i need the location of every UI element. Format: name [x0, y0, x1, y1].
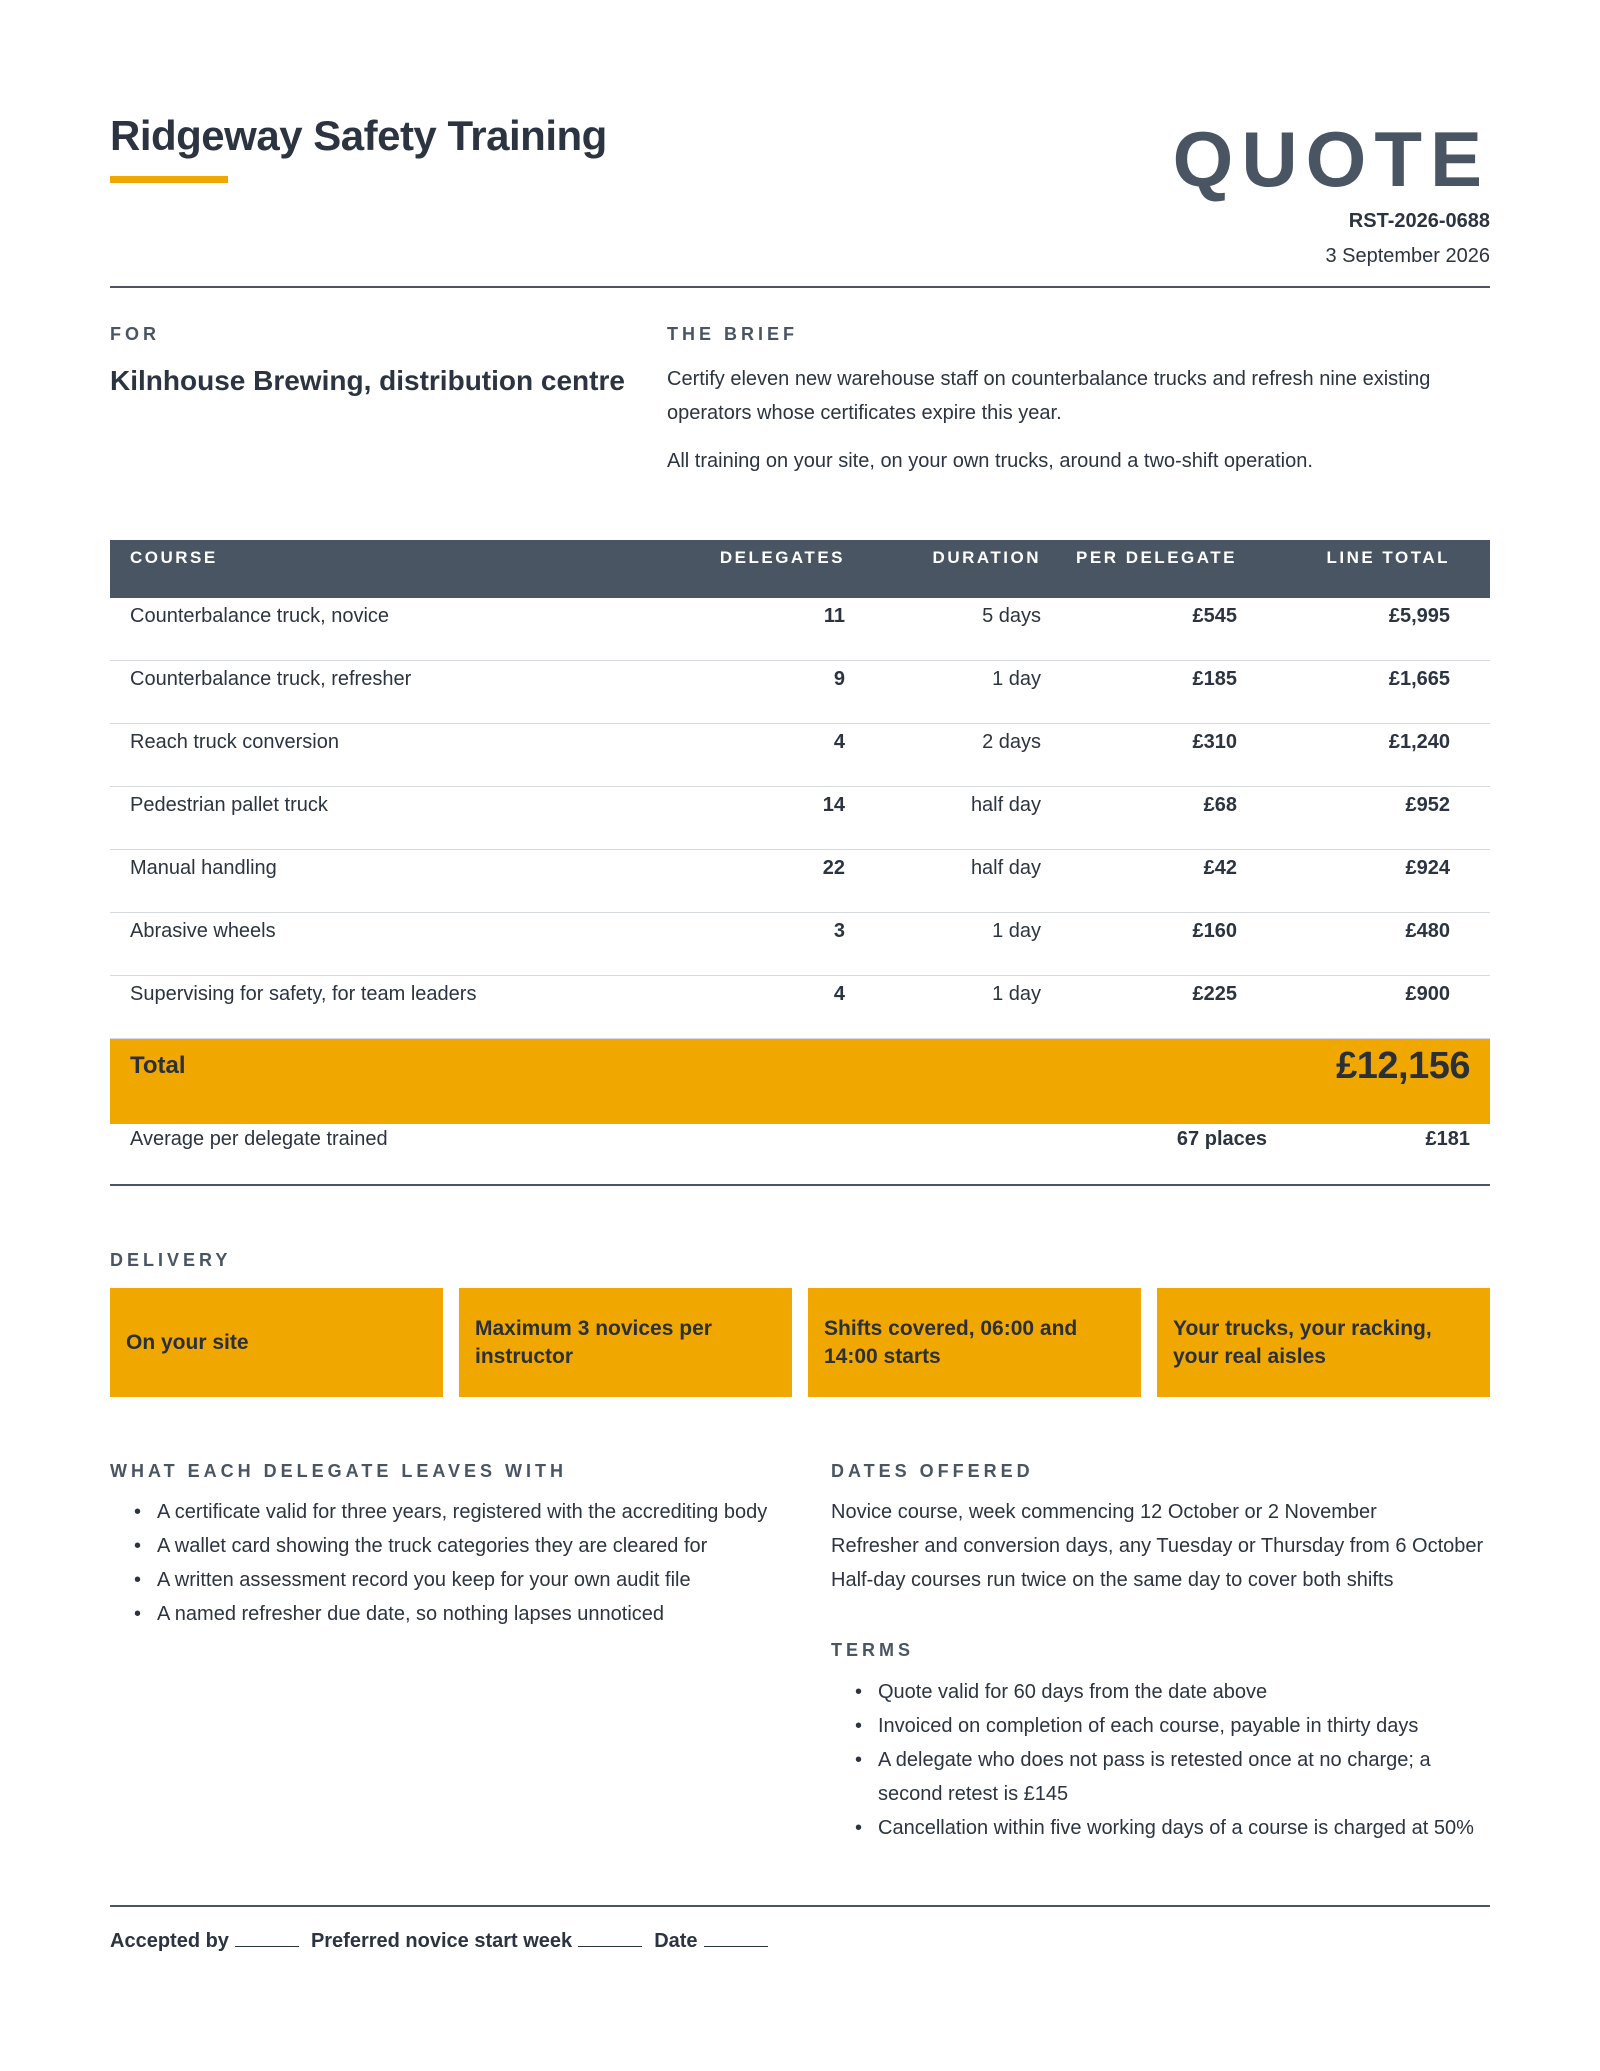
cell-line-total: £1,665: [1388, 668, 1450, 690]
list-item: • Quote valid for 60 days from the date above: [831, 1675, 1490, 1709]
list-item: • A delegate who does not pass is retested once at no charge; a second retest is £145: [831, 1743, 1490, 1811]
average-places: 67 places: [1176, 1128, 1267, 1150]
delivery-card: Your trucks, your racking, your real aisles: [1157, 1288, 1490, 1397]
date-field[interactable]: [654, 1927, 767, 1953]
list-item: • A named refresher due date, so nothing lapses unnoticed: [110, 1597, 800, 1631]
brief-paragraph: Certify eleven new warehouse staff on counterbalance trucks and refresh nine existing operators whose certificates expire this year.: [667, 368, 1431, 424]
cell-course: Reach truck conversion: [130, 731, 339, 753]
cell-delegates: 11: [823, 605, 845, 627]
preferred-week-field[interactable]: [311, 1927, 642, 1953]
list-item: • A written assessment record you keep for your own audit file: [110, 1563, 800, 1597]
client-name: Kilnhouse Brewing, distribution centre: [110, 365, 625, 396]
cell-per-delegate: £160: [1192, 920, 1237, 942]
company-name: Ridgeway Safety Training: [110, 112, 607, 159]
table-row: [110, 787, 1490, 850]
footer-divider: [110, 1905, 1490, 1907]
quote-reference: RST-2026-0688: [1348, 210, 1490, 232]
header-divider: [110, 286, 1490, 288]
table-row: [110, 976, 1490, 1039]
preferred-week-blank[interactable]: [578, 1927, 642, 1947]
cell-course: Pedestrian pallet truck: [130, 794, 328, 816]
cell-duration: 1 day: [992, 983, 1041, 1005]
header-line-total: LINE TOTAL: [1326, 548, 1450, 567]
dates-line: Half-day courses run twice on the same day to cover both shifts: [831, 1569, 1394, 1591]
delivery-card: Maximum 3 novices per instructor: [459, 1288, 792, 1397]
cell-line-total: £952: [1405, 794, 1450, 816]
date-blank[interactable]: [704, 1927, 768, 1947]
delivery-label: DELIVERY: [110, 1250, 232, 1270]
total-label: Total: [130, 1052, 186, 1079]
average-value: £181: [1425, 1128, 1470, 1150]
cell-line-total: £900: [1405, 983, 1450, 1005]
cell-line-total: £924: [1405, 857, 1450, 879]
delivery-cards: [110, 1288, 1490, 1397]
table-row: [110, 598, 1490, 661]
cell-duration: 1 day: [992, 920, 1041, 942]
course-table: [110, 540, 1490, 1186]
cell-course: Manual handling: [130, 857, 277, 879]
brief-paragraph: All training on your site, on your own trucks, around a two-shift operation.: [667, 450, 1313, 472]
terms-label: TERMS: [831, 1640, 914, 1660]
cell-per-delegate: £68: [1203, 794, 1237, 816]
brief-text: [667, 362, 1490, 478]
accepted-by-label: Accepted by: [110, 1930, 229, 1952]
total-bar: [110, 1039, 1490, 1124]
cell-line-total: £5,995: [1388, 605, 1450, 627]
header-delegates: DELEGATES: [719, 548, 845, 567]
table-body: [110, 598, 1490, 1039]
accepted-by-field[interactable]: [110, 1927, 299, 1953]
table-row: [110, 913, 1490, 976]
cell-duration: half day: [970, 794, 1041, 816]
cell-per-delegate: £225: [1192, 983, 1237, 1005]
cell-course: Abrasive wheels: [130, 920, 276, 942]
header-per-delegate: PER DELEGATE: [1076, 548, 1237, 567]
cell-per-delegate: £185: [1192, 668, 1237, 690]
list-item: • Invoiced on completion of each course, payable in thirty days: [831, 1709, 1490, 1743]
cell-line-total: £480: [1405, 920, 1450, 942]
quote-date: 3 September 2026: [1325, 245, 1490, 267]
total-value: £12,156: [1336, 1045, 1470, 1087]
average-row: [110, 1124, 1490, 1186]
header-duration: DURATION: [932, 548, 1041, 567]
list-item: • Cancellation within five working days of a course is charged at 50%: [831, 1811, 1490, 1845]
dates-line: Novice course, week commencing 12 October or 2 November: [831, 1501, 1377, 1523]
cell-duration: 2 days: [982, 731, 1041, 753]
cell-delegates: 9: [833, 668, 845, 690]
quote-page: [110, 0, 1490, 2071]
leaves-with-list: [110, 1495, 800, 1631]
table-row: [110, 724, 1490, 787]
table-row: [110, 850, 1490, 913]
cell-per-delegate: £42: [1203, 857, 1237, 879]
preferred-week-label: Preferred novice start week: [310, 1930, 573, 1952]
leaves-with-label: WHAT EACH DELEGATE LEAVES WITH: [110, 1461, 567, 1481]
cell-line-total: £1,240: [1388, 731, 1450, 753]
delivery-card: On your site: [110, 1288, 443, 1397]
dates-offered-text: [831, 1495, 1483, 1597]
company-accent-rule: [110, 176, 228, 183]
delivery-card: Shifts covered, 06:00 and 14:00 starts: [808, 1288, 1141, 1397]
list-item: • A wallet card showing the truck categories they are cleared for: [110, 1529, 800, 1563]
list-item: • A certificate valid for three years, registered with the accrediting body: [110, 1495, 800, 1529]
brief-label: THE BRIEF: [667, 324, 799, 344]
cell-duration: 5 days: [982, 605, 1041, 627]
document-title: QUOTE: [1172, 115, 1490, 203]
accepted-by-blank[interactable]: [235, 1927, 299, 1947]
for-label: FOR: [110, 324, 160, 344]
cell-delegates: 3: [833, 920, 845, 942]
cell-per-delegate: £310: [1192, 731, 1237, 753]
cell-delegates: 14: [822, 794, 845, 816]
terms-list: [831, 1675, 1490, 1845]
cell-duration: 1 day: [992, 668, 1041, 690]
cell-course: Counterbalance truck, refresher: [130, 668, 412, 690]
cell-duration: half day: [970, 857, 1041, 879]
table-header: [110, 540, 1490, 598]
header-course: COURSE: [130, 548, 218, 567]
dates-line: Refresher and conversion days, any Tuesday or Thursday from 6 October: [831, 1535, 1484, 1557]
table-row: [110, 661, 1490, 724]
cell-delegates: 4: [833, 731, 845, 753]
cell-course: Supervising for safety, for team leaders: [130, 983, 477, 1005]
average-label: Average per delegate trained: [130, 1128, 388, 1150]
cell-delegates: 4: [833, 983, 845, 1005]
cell-course: Counterbalance truck, novice: [130, 605, 390, 627]
date-label: Date: [654, 1930, 698, 1952]
cell-delegates: 22: [822, 857, 845, 879]
acceptance-line: [110, 1927, 768, 1953]
dates-offered-label: DATES OFFERED: [831, 1461, 1034, 1481]
cell-per-delegate: £545: [1192, 605, 1237, 627]
